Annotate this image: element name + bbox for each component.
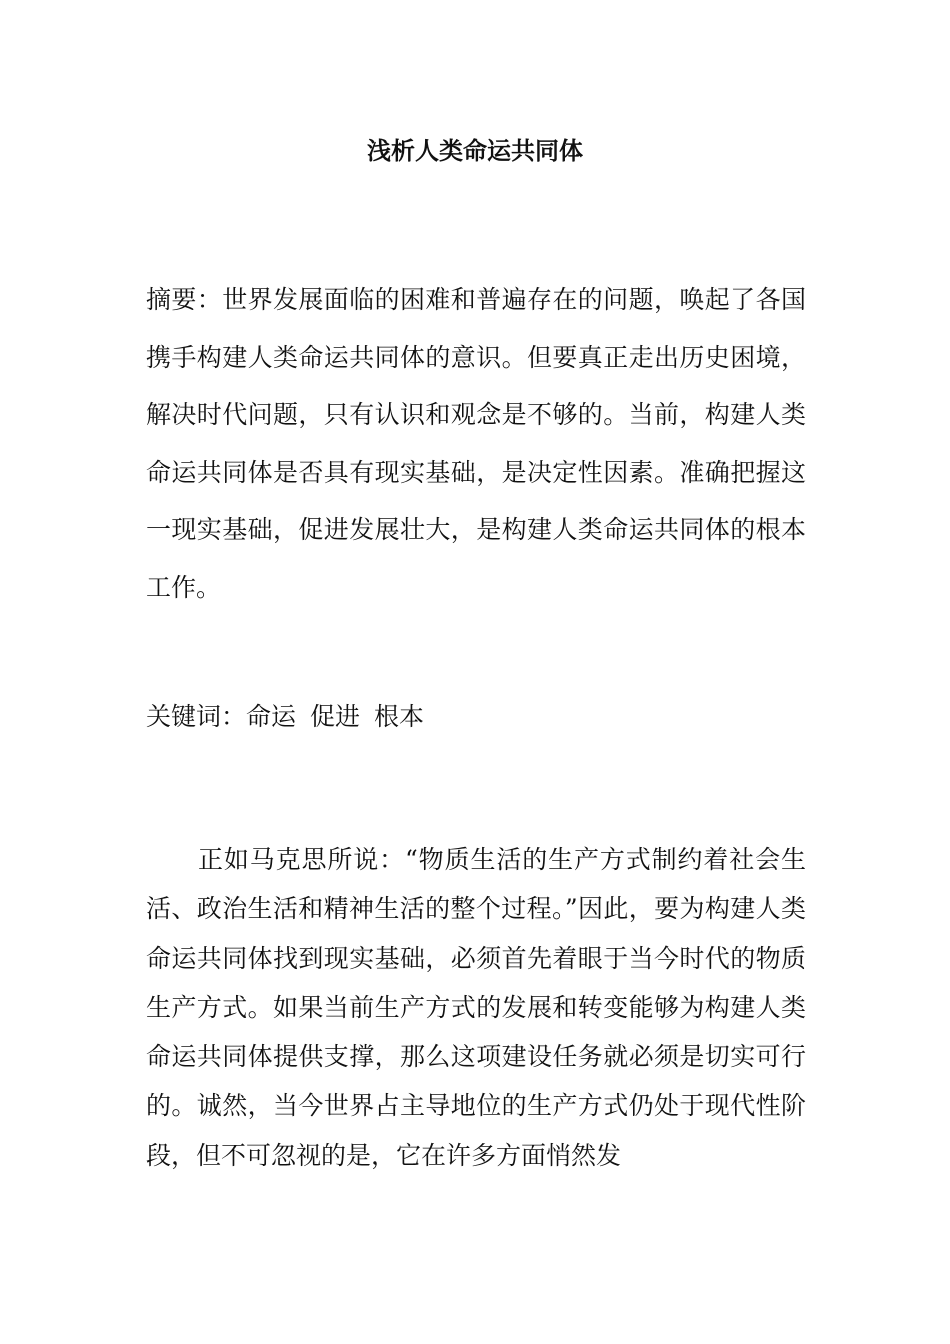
keyword-item: 根本 [374,702,425,731]
keyword-item: 命运 [246,702,297,731]
abstract-text: 世界发展面临的困难和普遍存在的问题，唤起了各国携手构建人类命运共同体的意识。但要真正走出历史困境，解决时代问题，只有认识和观念是不够的。当前，构建人类命运共同体是否具有现实基础，是决定性因素。准确把握这一现实基础，促进发展壮大，是构建人类命运共同体的根本工作。 [146,285,806,602]
keywords-line [146,697,806,737]
body-paragraph: 正如马克思所说：“物质生活的生产方式制约着社会生活、政治生活和精神生活的整个过程。”因此，要为构建人类命运共同体找到现实基础，必须首先着眼于当今时代的物质生产方式。如果当前生产方式的发展和转变能够为构建人类命运共同体提供支撑，那么这项建设任务就必须是切实可行的。诚然，当今世界占主导地位的生产方式仍处于现代性阶段，但不可忽视的是，它在许多方面悄然发 [146,845,806,1170]
keyword-item: 促进 [310,702,361,731]
abstract-label: 摘要： [146,285,223,314]
keywords-label: 关键词： [146,702,247,731]
document-title: 浅析人类命运共同体 [367,137,583,165]
abstract-paragraph [146,271,806,616]
